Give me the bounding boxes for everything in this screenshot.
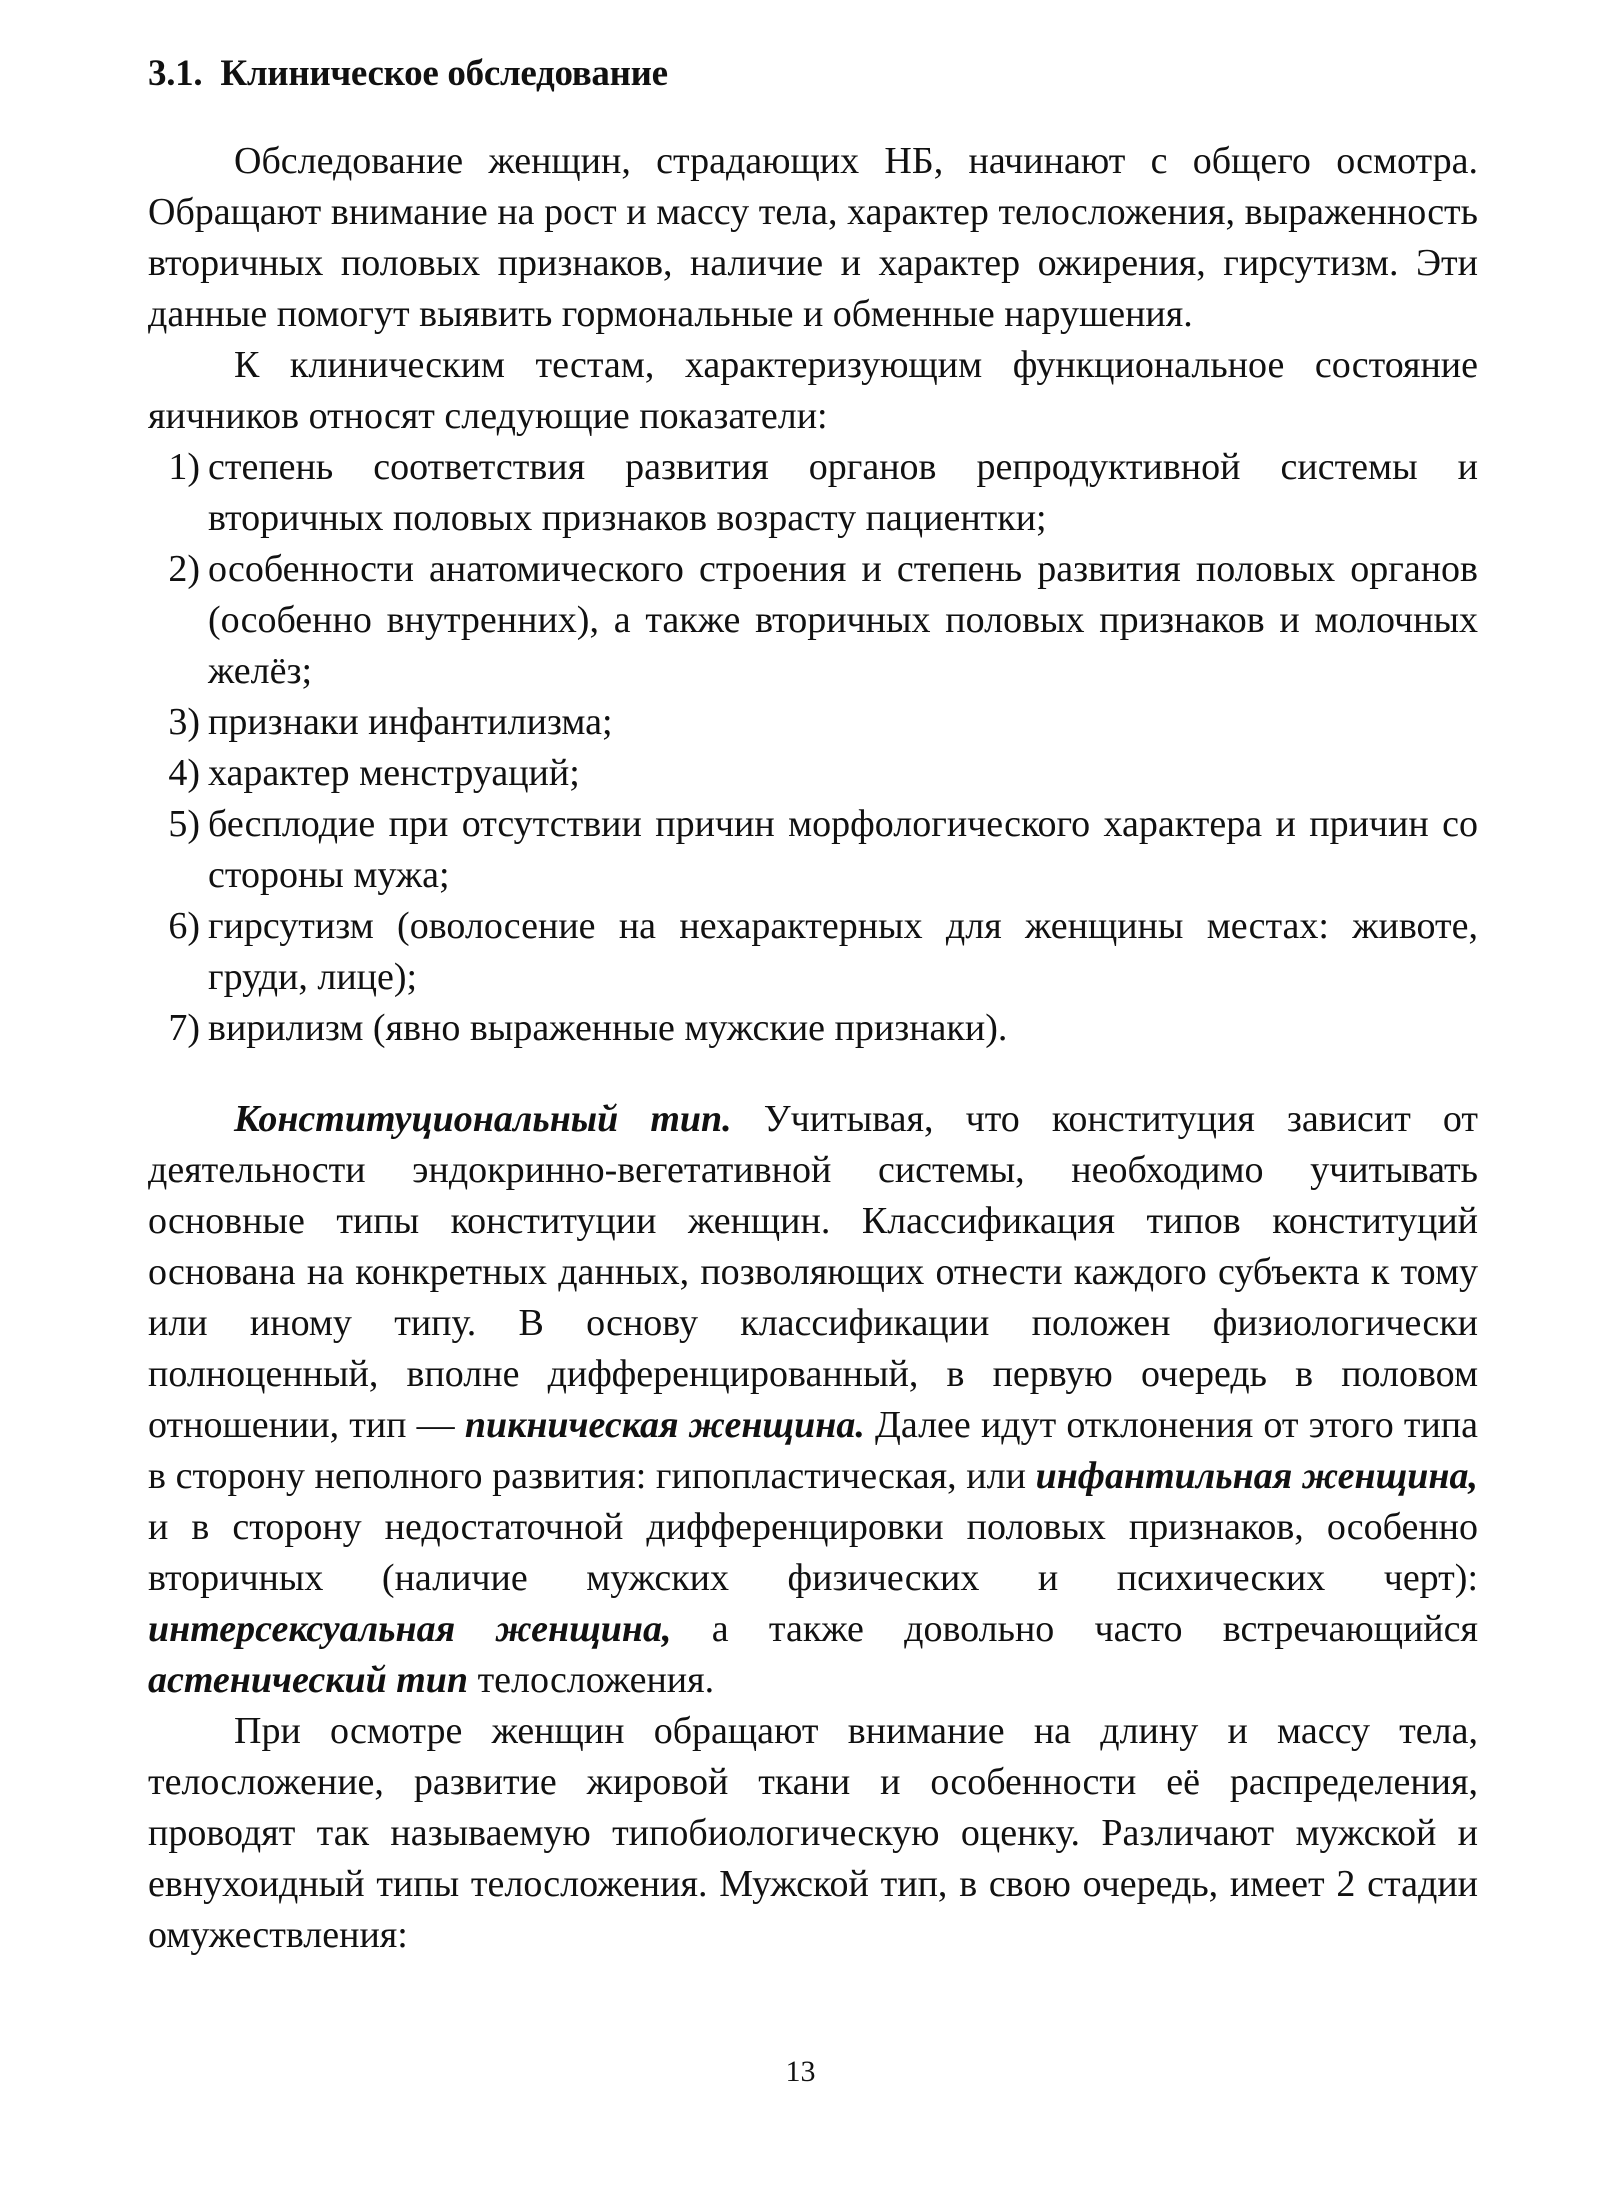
list-item <box>148 442 1478 544</box>
list-item-text: бесплодие при отсутствии причин морфологического характера и причин со стороны мужа; <box>208 803 1478 896</box>
constitution-text-4: а также довольно часто встречающийся <box>671 1608 1478 1650</box>
term-asthenic: астенический тип <box>148 1659 469 1701</box>
paragraph-gap <box>148 1054 1478 1094</box>
list-item-number: 4) <box>168 752 200 794</box>
tests-paragraph: К клиническим тестам, характеризующим функциональное состояние яичников относят следующие показатели: <box>148 344 1478 437</box>
list-item-number: 1) <box>168 446 200 488</box>
list-item <box>148 544 1478 697</box>
term-pyknic: пикническая женщина. <box>464 1404 865 1446</box>
list-item-number: 7) <box>168 1007 200 1049</box>
section-heading <box>148 48 1478 100</box>
list-item-number: 3) <box>168 701 200 743</box>
list-item <box>148 901 1478 1003</box>
intro-paragraph: Обследование женщин, страдающих НБ, начинают с общего осмотра. Обращают внимание на рост и массу тела, характер телосложения, выраженность вторичных половых признаков, наличие и характер ожирения, гирсутизм. Эти данные помогут выявить гормональные и обменные нарушения. <box>148 140 1478 335</box>
page-number: 13 <box>785 2055 816 2088</box>
constitution-text-2: Далее идут отклонения от этого типа в сторону неполного развития: гипопластическая, или <box>148 1404 1479 1497</box>
constitution-lead: Конституциональный тип. <box>234 1098 732 1140</box>
list-item-number: 6) <box>168 905 200 947</box>
list-item-text: гирсутизм (оволосение на нехарактерных для женщины местах: животе, груди, лице); <box>208 905 1478 998</box>
list-item-number: 5) <box>168 803 200 845</box>
list-item <box>148 1003 1478 1054</box>
constitution-text-5: телосложения. <box>468 1659 715 1701</box>
list-item <box>148 697 1478 748</box>
list-item-text: характер менструаций; <box>208 752 580 794</box>
term-infantile: инфантильная женщина, <box>1035 1455 1479 1497</box>
list-item-text: особенности анатомического строения и степень развития половых органов (особенно внутренних), а также вторичных половых признаков и молочных желёз; <box>208 548 1478 692</box>
list-item <box>148 748 1478 799</box>
section-number: 3.1. <box>148 53 203 94</box>
list-item <box>148 799 1478 901</box>
document-page <box>148 48 1478 1961</box>
list-item-text: вирилизм (явно выраженные мужские признаки). <box>208 1007 1008 1049</box>
section-title: Клиническое обследование <box>220 53 668 94</box>
term-intersexual: интерсексуальная женщина, <box>148 1608 672 1650</box>
constitution-text-1: Учитывая, что конституция зависит от деятельности эндокринно-вегетативной системы, необходимо учитывать основные типы конституции женщин. Классификация типов конституций основана на конкретных данных, позволяющих отнести каждого субъекта к тому или иному типу. В основу классификации положен физиологически полноценный, вполне дифференцированный, в первую очередь в половом отношении, тип — <box>148 1098 1478 1446</box>
exam-paragraph: При осмотре женщин обращают внимание на длину и массу тела, телосложение, развитие жировой ткани и особенности её распределения, проводят так называемую типобиологическую оценку. Различают мужской и евнухоидный типы телосложения. Мужской тип, в свою очередь, имеет 2 стадии омужествления: <box>148 1710 1478 1956</box>
constitution-text-3: и в сторону недостаточной дифференцировки половых признаков, особенно вторичных (наличие мужских физических и психических черт): <box>148 1506 1478 1599</box>
list-item-number: 2) <box>168 548 200 590</box>
constitution-paragraph <box>148 1094 1478 1706</box>
list-item-text: степень соответствия развития органов репродуктивной системы и вторичных половых признаков возрасту пациентки; <box>208 446 1478 539</box>
criteria-list <box>148 442 1478 1054</box>
list-item-text: признаки инфантилизма; <box>208 701 613 743</box>
